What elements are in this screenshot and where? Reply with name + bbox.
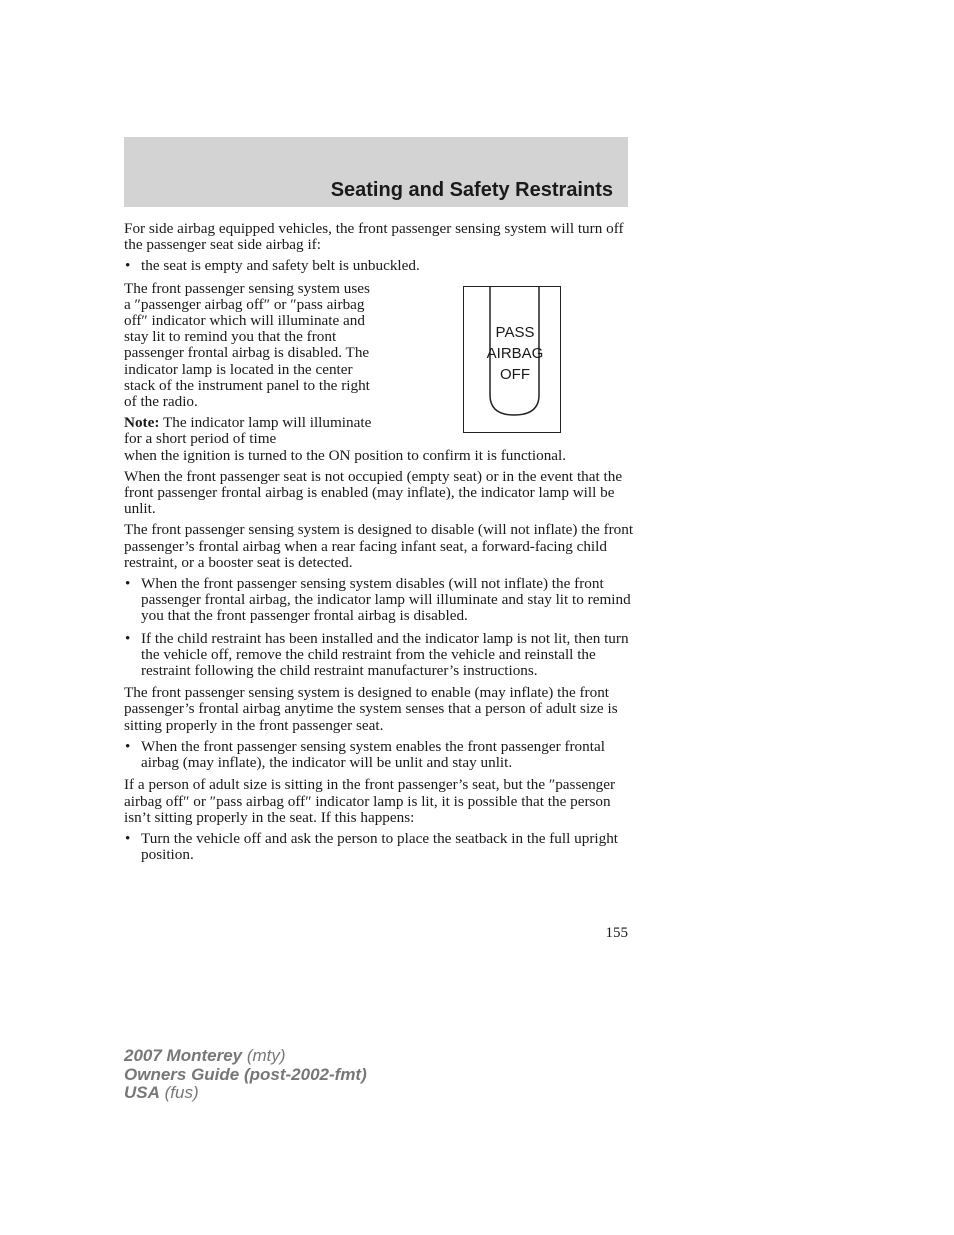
indicator-description-block	[124, 281, 376, 448]
note-text-a: The indicator lamp will illuminate for a short period of time	[124, 414, 372, 448]
figure-label-airbag: AIRBAG	[486, 345, 544, 362]
footer-line-1	[124, 1047, 367, 1066]
section-title: Seating and Safety Restraints	[330, 179, 613, 201]
list-item: • When the front passenger sensing system enables the front passenger frontal airbag (may inflate), the indicator will be unlit and stay unlit.	[124, 739, 634, 771]
section-header-band	[124, 137, 628, 207]
list-item: • If the child restraint has been installed and the indicator lamp is not lit, then turn the vehicle off, remove the child restraint from the vehicle and reinstall the restraint following the child restraint manufacturer’s instructions.	[124, 631, 634, 680]
bullet-list-3	[124, 739, 634, 771]
footer-model: 2007 Monterey	[124, 1046, 243, 1065]
paragraph-disable: The front passenger sensing system is designed to disable (will not inflate) the front passenger’s frontal airbag when a rear facing infant seat, a forward-facing child restraint, or a booster seat is detected.	[124, 521, 634, 571]
bullet-list-4	[124, 831, 634, 863]
pass-airbag-off-indicator-figure	[463, 286, 561, 433]
footer-line-3	[124, 1084, 367, 1103]
bullet-list-1	[124, 258, 634, 274]
figure-label-off: OFF	[500, 366, 530, 383]
footer-line-2: Owners Guide (post-2002-fmt)	[124, 1064, 367, 1084]
indicator-lamp-illustration	[464, 287, 559, 431]
footer-model-code: (mty)	[242, 1046, 286, 1065]
paragraph-adult-size: If a person of adult size is sitting in the front passenger’s seat, but the ″passenger airbag off″ or ″pass airbag off″ indicator lamp is lit, it is possible that the person isn’t sitting properly in the seat. If this happens:	[124, 776, 616, 826]
page-number: 155	[605, 925, 628, 941]
paragraph-unoccupied: When the front passenger seat is not occupied (empty seat) or in the event that the front passenger frontal airbag is enabled (may inflate), the indicator lamp will be unlit.	[124, 467, 623, 518]
footer-market: USA	[124, 1083, 160, 1102]
note-continuation: when the ignition is turned to the ON position to confirm it is functional.	[124, 446, 567, 464]
document-footer	[124, 1047, 367, 1103]
list-item: • When the front passenger sensing system disables (will not inflate) the front passenger frontal airbag, the indicator lamp will illuminate and stay lit to remind you that the front passenger frontal airbag is disabled.	[124, 576, 634, 625]
footer-market-code: (fus)	[159, 1083, 199, 1102]
note-paragraph	[124, 415, 376, 447]
list-item: • the seat is empty and safety belt is unbuckled.	[124, 258, 634, 274]
figure-label-pass: PASS	[495, 324, 535, 341]
list-item: • Turn the vehicle off and ask the person to place the seatback in the full upright position.	[124, 831, 634, 863]
bullet-list-2	[124, 576, 634, 679]
note-label: Note:	[124, 414, 160, 432]
paragraph-indicator: The front passenger sensing system uses a ″passenger airbag off″ or ″pass airbag off″ indicator which will illuminate and stay lit to remind you that the front passenger frontal airbag is disabled. The indicator lamp is located in the center stack of the instrument panel to the right of the radio.	[124, 279, 370, 411]
paragraph-side-airbag: For side airbag equipped vehicles, the front passenger sensing system will turn off the passenger seat side airbag if:	[124, 220, 624, 254]
paragraph-enable: The front passenger sensing system is designed to enable (may inflate) the front passenger’s frontal airbag anytime the system senses that a person of adult size is sitting properly in the front passenger seat.	[124, 684, 618, 734]
